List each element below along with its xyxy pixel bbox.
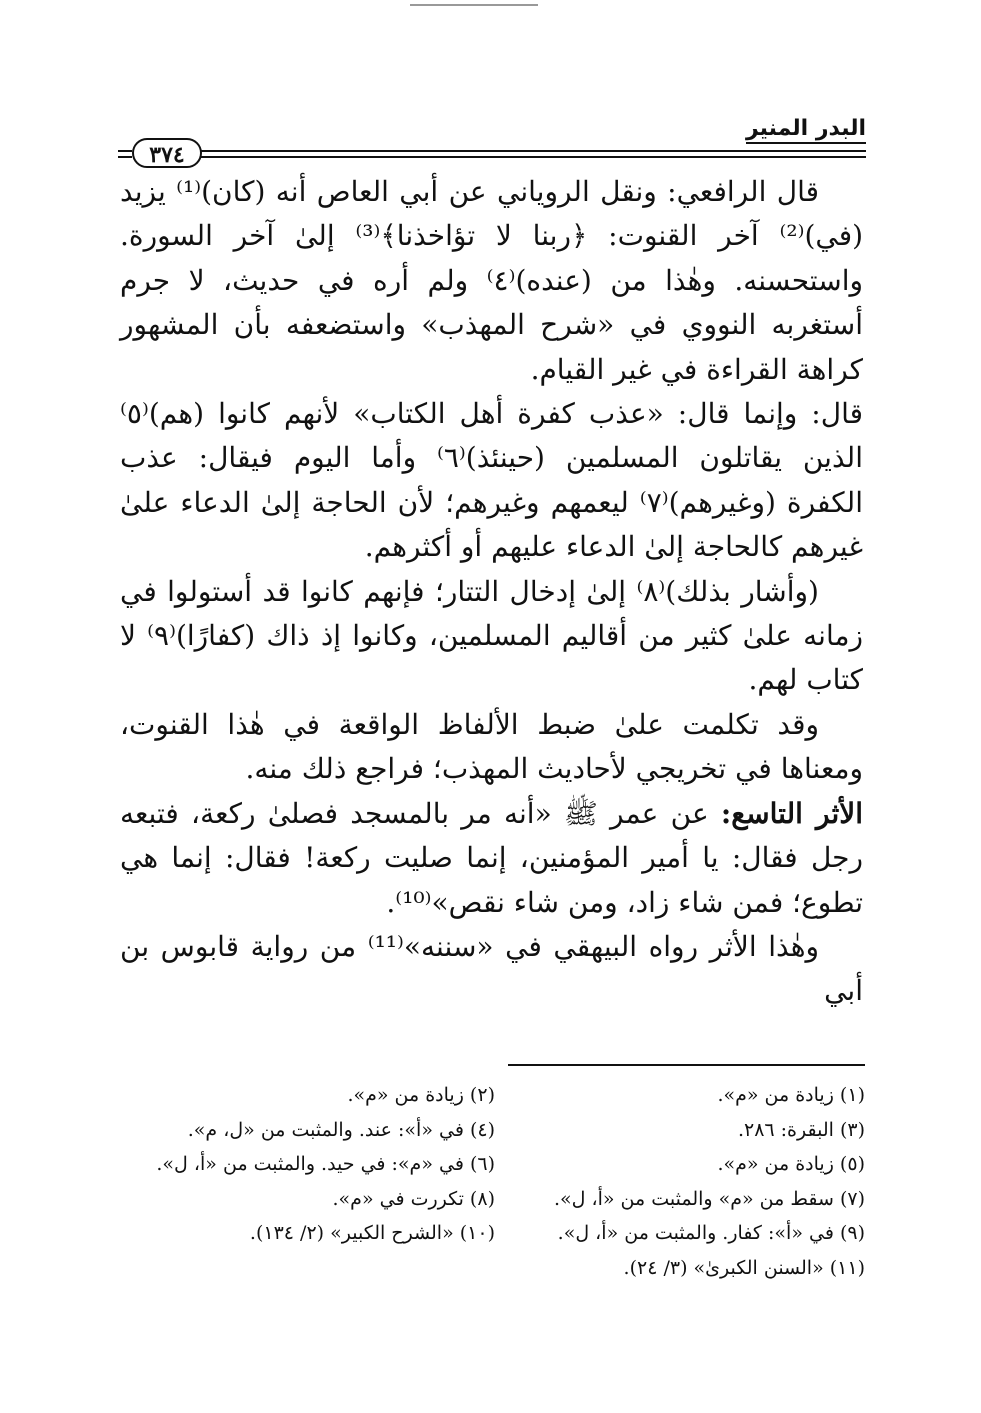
footnote-3: (٣) البقرة: ٢٨٦.	[737, 1118, 865, 1141]
footnote-row	[120, 1182, 865, 1217]
paragraph-5-text: عن عمر ﷺ «أنه مر بالمسجد فصلىٰ ركعة، فتبعه رجل فقال: يا أمير المؤمنين، إنما صليت ركعة! فقال: إنما هي تطوع؛ فمن شاء زاد، ومن شاء نقص»⁽¹⁰⁾.	[120, 796, 863, 919]
paragraph-4: وقد تكلمت علىٰ ضبط الألفاظ الواقعة في هٰذا القنوت، ومعناها في تخريجي لأحاديث المهذب؛ فراجع ذلك منه.	[120, 707, 863, 786]
footnote-row	[120, 1147, 865, 1182]
footnote-11: (١١) «السنن الكبرىٰ» (٣/ ٢٤).	[623, 1256, 865, 1279]
footnote-row	[120, 1078, 865, 1113]
footnote-9: (٩) في «أ»: كفار. والمثبت من «أ، ل».	[557, 1222, 865, 1244]
footnote-row	[120, 1251, 865, 1286]
top-scan-mark	[410, 4, 538, 6]
footnote-row	[120, 1216, 865, 1251]
footnote-row	[120, 1113, 865, 1148]
paragraph-5	[120, 792, 863, 925]
footnote-1: (١) زيادة من «م».	[717, 1084, 865, 1106]
paragraph-3: (وأشار بذلك)⁽٨⁾ إلىٰ إدخال التتار؛ فإنهم كانوا قد أستولوا في زمانه علىٰ كثير من أقاليم المسلمين، وكانوا إذ ذاك (كفارًا)⁽٩⁾ لا كتاب لهم.	[120, 574, 863, 697]
header-rule-top	[168, 150, 866, 152]
page-header	[118, 116, 866, 168]
header-rule-left-top	[118, 150, 132, 152]
footnote-7: (٧) سقط من «م» والمثبت من «أ، ل».	[553, 1187, 865, 1210]
footnote-8: (٨) تكررت في «م».	[332, 1187, 495, 1210]
footnote-separator	[508, 1064, 865, 1066]
paragraph-2: قال: وإنما قال: «عذب كفرة أهل الكتاب» لأنهم كانوا (هم)⁽٥⁾ الذين يقاتلون المسلمين (حينئذ)⁽٦⁾ وأما اليوم فيقال: عذب الكفرة (وغيرهم)⁽٧⁾ ليعمهم وغيرهم؛ لأن الحاجة إلىٰ الدعاء علىٰ غيرهم كالحاجة إلىٰ الدعاء عليهم أو أكثرهم.	[120, 397, 863, 564]
heading-ninth-athar: الأثر التاسع:	[720, 796, 864, 830]
book-title: البدر المنير	[746, 118, 866, 144]
footnote-4: (٤) في «أ»: عند. والمثبت من «ل، م».	[187, 1118, 495, 1141]
page-number: ٣٧٤	[132, 138, 202, 168]
header-rule-left-bottom	[118, 156, 132, 158]
footnote-2: (٢) زيادة من «م».	[347, 1084, 495, 1106]
paragraph-6: وهٰذا الأثر رواه البيهقي في «سننه»⁽¹¹⁾ من رواية قابوس بن أبي	[120, 929, 863, 1008]
footnote-5: (٥) زيادة من «م».	[717, 1153, 865, 1175]
main-text	[120, 170, 863, 1014]
header-rule-bottom	[168, 156, 866, 158]
footnote-10: (١٠) «الشرح الكبير» (٢/ ١٣٤).	[249, 1222, 495, 1244]
paragraph-1: قال الرافعي: ونقل الروياني عن أبي العاص أنه (كان)⁽¹⁾ يزيد (في)⁽²⁾ آخر القنوت: ﴿ربنا لا تؤاخذنا﴾⁽³⁾ إلىٰ آخر السورة. واستحسنه. وهٰذا من (عنده)⁽٤⁾ ولم أره في حديث، لا جرم أستغربه النووي في «شرح المهذب» واستضعفه بأن المشهور كراهة القراءة في غير القيام.	[120, 175, 864, 386]
footnotes	[120, 1078, 865, 1285]
footnote-6: (٦) في «م»: في حيد. والمثبت من «أ، ل».	[156, 1153, 495, 1175]
